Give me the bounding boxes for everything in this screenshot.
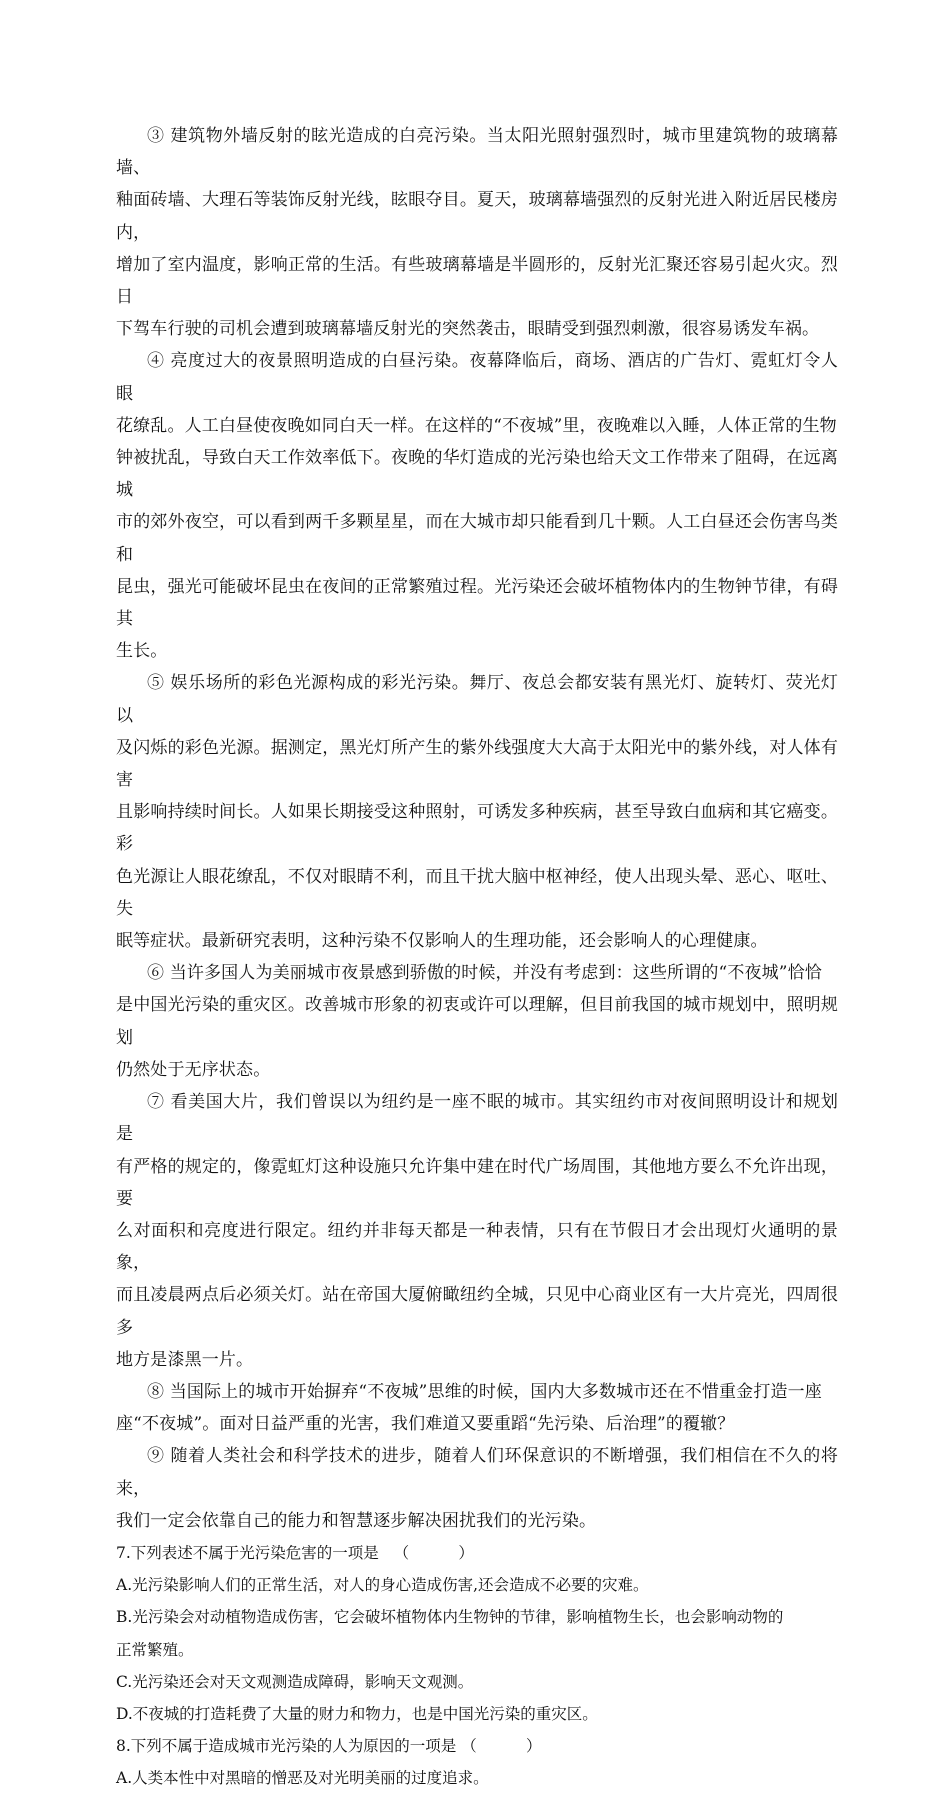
question-8-stem: 8.下列不属于造成城市光污染的人为原因的一项是 <box>116 1737 457 1756</box>
paragraph-4: ④ 亮度过大的夜景照明造成的白昼污染。夜幕降临后，商场、酒店的广告灯、霓虹灯令人眼 花缭乱。人工白昼使夜晚如同白天一样。在这样的“不夜城”里，夜晚难以入睡，人体正常的生物 钟被扰乱，导致白天工作效率低下。夜晚的华灯造成的光污染也给天文工作带来了阻碍，在远离城 市的郊外夜空，可以看到两千多颗星星，而在大城市却只能看到几十颗。人工白昼还会伤害鸟类和 昆虫，强光可能破坏昆虫在夜间的正常繁殖过程。光污染还会破坏植物体内的生物钟节律，有碍其 生长。 <box>116 351 838 662</box>
paragraph-8: ⑧ 当国际上的城市开始摒弃“不夜城”思维的时候，国内大多数城市还在不惜重金打造一座 座“不夜城”。面对日益严重的光害，我们难道又要重蹈“先污染、后治理”的覆辙？ <box>116 1381 822 1435</box>
question-7-option-b: B.光污染会对动植物造成伤害，它会破坏植物体内生物钟的节律，影响植物生长，也会影响动物的 正常繁殖。 <box>116 1608 784 1659</box>
question-7-stem-line <box>116 1537 838 1569</box>
question-8 <box>116 1730 838 1794</box>
question-8-stem-line <box>116 1730 838 1762</box>
document-body <box>116 120 838 1795</box>
paragraph-5: ⑤ 娱乐场所的彩色光源构成的彩光污染。舞厅、夜总会都安装有黑光灯、旋转灯、荧光灯以 及闪烁的彩色光源。据测定，黑光灯所产生的紫外线强度大大高于太阳光中的紫外线，对人体有害 且影响持续时间长。人如果长期接受这种照射，可诱发多种疾病，甚至导致白血病和其它癌变。彩 色光源让人眼花缭乱，不仅对眼睛不利，而且干扰大脑中枢神经，使人出现头晕、恶心、呕吐、失 眠等症状。最新研究表明，这种污染不仅影响人的生理功能，还会影响人的心理健康。 <box>116 673 838 952</box>
question-7 <box>116 1537 838 1730</box>
question-8-option-a: A.人类本性中对黑暗的憎恶及对光明美丽的过度追求。 <box>116 1769 489 1788</box>
paragraph-3: ③ 建筑物外墙反射的眩光造成的白亮污染。当太阳光照射强烈时，城市里建筑物的玻璃幕墙、 釉面砖墙、大理石等装饰反射光线，眩眼夺目。夏天，玻璃幕墙强烈的反射光进入附近居民楼房内， 增加了室内温度，影响正常的生活。有些玻璃幕墙是半圆形的，反射光汇聚还容易引起火灾。烈日 下驾车行驶的司机会遭到玻璃幕墙反射光的突然袭击，眼睛受到强烈刺激，很容易诱发车祸。 <box>116 126 838 340</box>
question-8-answer-blank: （ ） <box>456 1737 542 1756</box>
paragraph-9: ⑨ 随着人类社会和科学技术的进步，随着人们环保意识的不断增强，我们相信在不久的将来， 我们一定会依靠自己的能力和智慧逐步解决困扰我们的光污染。 <box>116 1446 838 1531</box>
question-7-option-a: A.光污染影响人们的正常生活，对人的身心造成伤害,还会造成不必要的灾难。 <box>116 1576 649 1595</box>
paragraph-7: ⑦ 看美国大片，我们曾误以为纽约是一座不眠的城市。其实纽约市对夜间照明设计和规划是 有严格的规定的，像霓虹灯这种设施只允许集中建在时代广场周围，其他地方要么不允许出现，要 么对面积和亮度进行限定。纽约并非每天都是一种表情，只有在节假日才会出现灯火通明的景象， 而且凌晨两点后必须关灯。站在帝国大厦俯瞰纽约全城，只见中心商业区有一大片亮光，四周很多 地方是漆黑一片。 <box>116 1092 838 1370</box>
paragraph-6: ⑥ 当许多国人为美丽城市夜景感到骄傲的时候，并没有考虑到：这些所谓的“不夜城”恰恰 是中国光污染的重灾区。改善城市形象的初衷或许可以理解，但目前我国的城市规划中，照明规划 仍然处于无序状态。 <box>116 963 838 1080</box>
question-7-stem: 7.下列表述不属于光污染危害的一项是 <box>116 1543 379 1562</box>
question-7-answer-blank: （ ） <box>378 1543 474 1562</box>
question-7-option-c: C.光污染还会对天文观测造成障碍，影响天文观测。 <box>116 1672 474 1691</box>
question-7-option-d: D.不夜城的打造耗费了大量的财力和物力，也是中国光污染的重灾区。 <box>116 1704 598 1723</box>
